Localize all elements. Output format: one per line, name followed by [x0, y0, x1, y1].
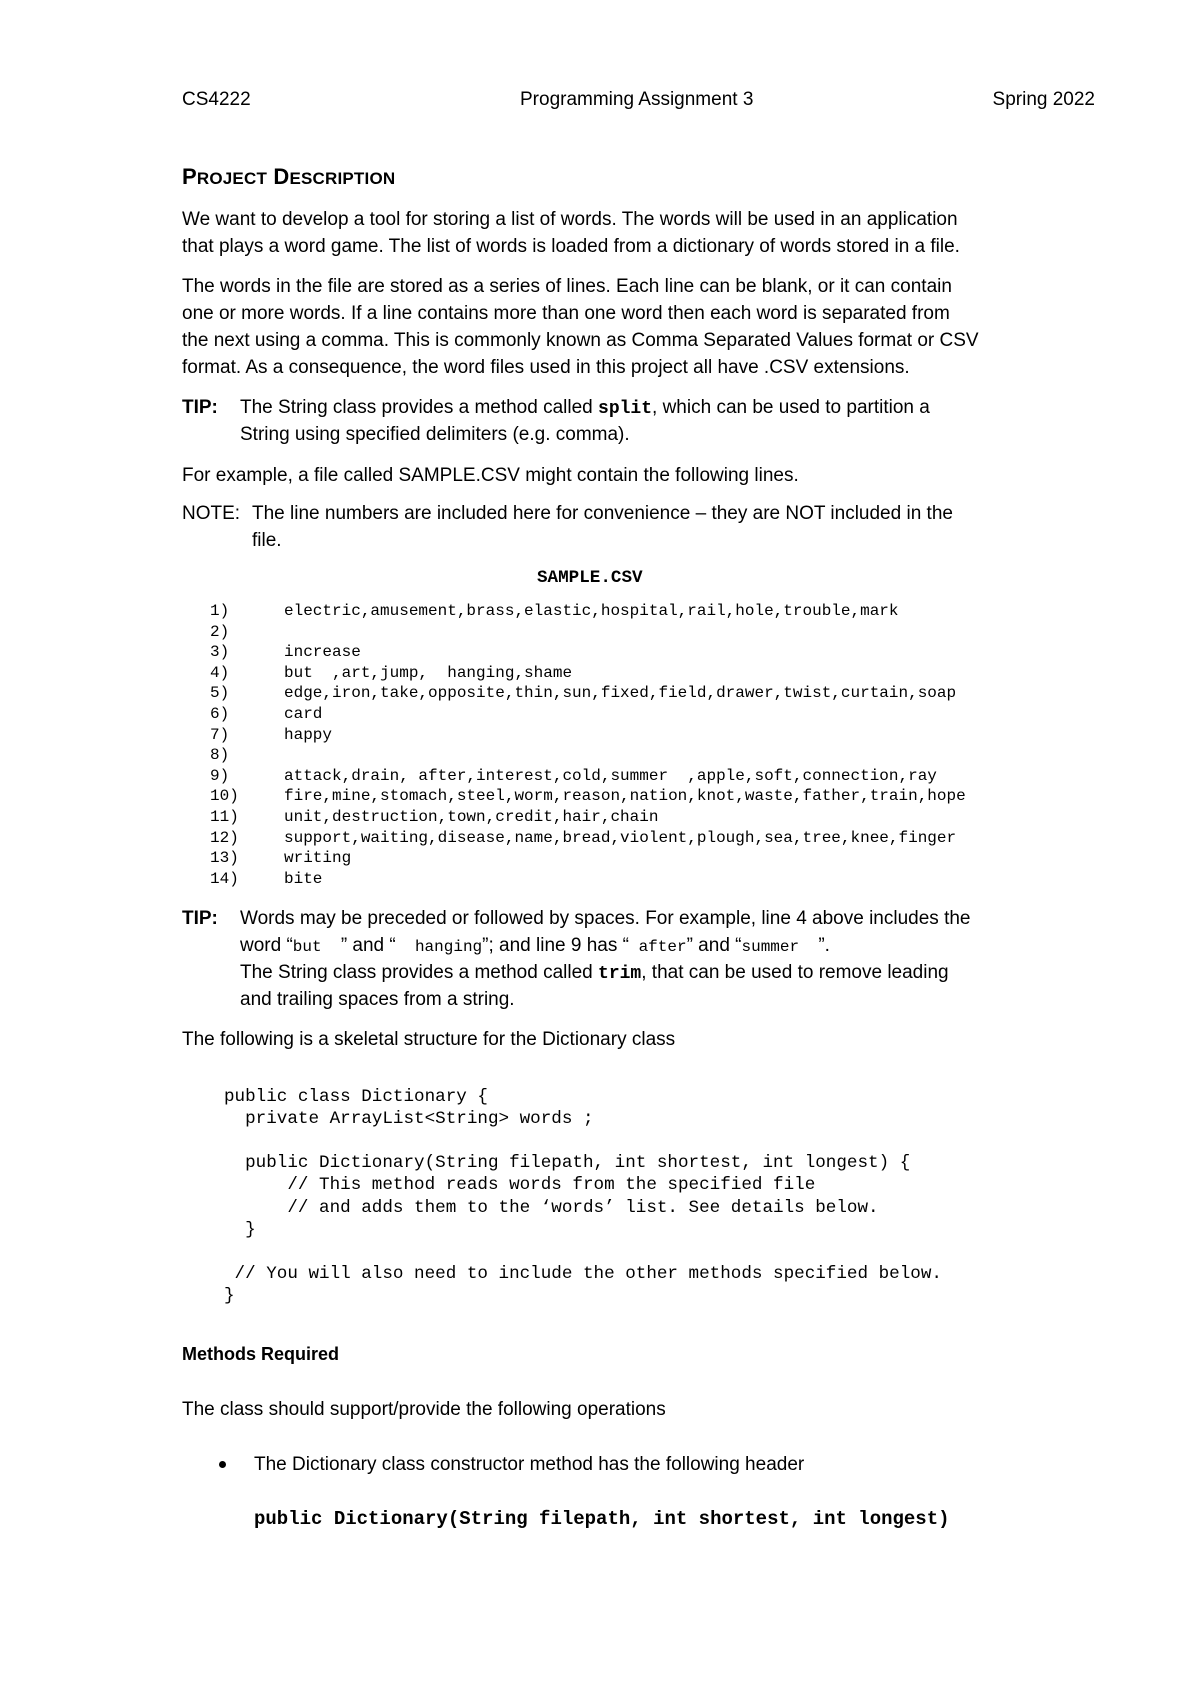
tip-2-line-4: and trailing spaces from a string.: [240, 989, 515, 1010]
note-line-1: The line numbers are included here for convenience – they are NOT included in the: [252, 503, 953, 524]
paragraph-2-line-3: the next using a comma. This is commonly known as Comma Separated Values format or CSV: [182, 330, 979, 351]
code-line: public class Dictionary {: [224, 1087, 488, 1107]
tip-1-line-1: [240, 394, 930, 423]
tip-1-text-b: , which can be used to partition a: [652, 397, 930, 418]
sample-line-number: 14): [210, 869, 239, 888]
title-letter-p: P: [182, 164, 197, 189]
tip-2-line-1: Words may be preceded or followed by spaces. For example, line 4 above includes the: [240, 908, 971, 929]
code-hanging: hanging: [395, 938, 483, 956]
tip-1-line-2: String using specified delimiters (e.g. comma).: [240, 424, 630, 445]
code-line: // You will also need to include the other methods specified below.: [224, 1263, 942, 1284]
sample-line-number: 5): [210, 684, 230, 703]
sample-line-text: fire,mine,stomach,steel,worm,reason,nation,knot,waste,father,train,hope: [284, 787, 966, 806]
paragraph-2-line-1: The words in the file are stored as a series of lines. Each line can be blank, or it can contain: [182, 276, 952, 297]
support-text: The class should support/provide the following operations: [182, 1399, 666, 1420]
sample-line-number: 12): [210, 828, 239, 847]
title-rest-description: ESCRIPTION: [289, 169, 396, 188]
tip-2-text-b: ” and “: [340, 935, 396, 956]
assignment-title: Programming Assignment 3: [520, 89, 754, 110]
note-label: NOTE:: [182, 503, 241, 524]
trim-method-code: trim: [598, 964, 642, 984]
sample-line-text: support,waiting,disease,name,bread,violent,plough,sea,tree,knee,finger: [284, 828, 957, 847]
code-line: public Dictionary(String filepath, int shortest, int longest) {: [224, 1153, 911, 1174]
methods-heading: Methods Required: [182, 1344, 340, 1364]
tip-2-text-g: , that can be used to remove leading: [641, 962, 949, 983]
sample-line-number: 2): [210, 622, 230, 641]
sample-line-number: 4): [210, 663, 230, 682]
code-summer: summer: [741, 938, 819, 956]
sample-line-text: electric,amusement,brass,elastic,hospital,rail,hole,trouble,mark: [284, 602, 899, 620]
sample-line-number: 7): [210, 725, 230, 744]
sample-line-text: increase: [284, 643, 361, 662]
tip-1-text-a: The String class provides a method called: [240, 397, 599, 418]
code-but: but: [292, 938, 341, 956]
paragraph-2-line-4: format. As a consequence, the word files used in this project all have .CSV extensions.: [182, 357, 910, 378]
course-code: CS4222: [182, 89, 251, 110]
sample-line-number: 11): [210, 808, 239, 826]
sample-line-text: but ,art,jump, hanging,shame: [284, 663, 573, 682]
sample-line-text: attack,drain, after,interest,cold,summer ,apple,soft,connection,ray: [284, 766, 937, 785]
tip-2-label: TIP:: [182, 908, 218, 929]
sample-line-text: bite: [284, 869, 323, 888]
sample-line-number: 9): [210, 766, 230, 785]
paragraph-1-line-2: that plays a word game. The list of words is loaded from a dictionary of words stored in a file.: [182, 236, 960, 257]
sample-line-text: edge,iron,take,opposite,thin,sun,fixed,field,drawer,twist,curtain,soap: [284, 684, 957, 703]
sample-line-text: writing: [284, 849, 352, 868]
sample-line-number: 3): [210, 643, 230, 662]
code-line: private ArrayList<String> words ;: [224, 1109, 594, 1130]
code-line: // and adds them to the ‘words’ list. See details below.: [224, 1197, 879, 1218]
tip-2-text-c: ”; and line 9 has “: [482, 935, 629, 956]
code-after: after: [628, 938, 687, 956]
sample-line-number: 8): [210, 746, 230, 765]
tip-2-text-f: The String class provides a method called: [240, 962, 599, 983]
tip-2-text-a: word “: [240, 935, 293, 956]
section-title: [182, 164, 395, 190]
tip-2-line-3: [240, 959, 949, 988]
code-line: }: [224, 1219, 256, 1240]
sample-line-number: 13): [210, 849, 239, 868]
title-letter-d: D: [273, 164, 290, 189]
sample-line-text: card: [284, 705, 323, 723]
tip-2-text-e: ”.: [818, 935, 830, 956]
sample-line-text: happy: [284, 725, 333, 744]
bullet-marker: [219, 1461, 226, 1468]
sample-line-number: 6): [210, 705, 230, 723]
note-line-2: file.: [252, 530, 282, 551]
sample-line-number: 1): [210, 602, 230, 620]
skeletal-intro: The following is a skeletal structure for the Dictionary class: [182, 1029, 676, 1050]
bullet-1-text: The Dictionary class constructor method has the following header: [254, 1454, 805, 1475]
paragraph-2-line-2: one or more words. If a line contains more than one word then each word is separated from: [182, 303, 950, 324]
title-rest-project: ROJECT: [196, 169, 268, 188]
sample-csv-title: SAMPLE.CSV: [537, 568, 643, 588]
sample-line-number: 10): [210, 787, 239, 806]
page-header: [182, 86, 1095, 112]
term: Spring 2022: [992, 89, 1095, 110]
split-method-code: split: [598, 399, 653, 419]
paragraph-1-line-1: We want to develop a tool for storing a list of words. The words will be used in an application: [182, 209, 958, 230]
sample-line-text: unit,destruction,town,credit,hair,chain: [284, 808, 659, 826]
tip-2-text-d: ” and “: [686, 935, 742, 956]
example-intro: For example, a file called SAMPLE.CSV might contain the following lines.: [182, 465, 799, 486]
constructor-header-code: public Dictionary(String filepath, int shortest, int longest): [254, 1508, 950, 1530]
code-line: }: [224, 1285, 235, 1306]
tip-2-line-2: [240, 932, 830, 961]
tip-1-label: TIP:: [182, 397, 218, 418]
code-line: // This method reads words from the specified file: [224, 1175, 816, 1196]
